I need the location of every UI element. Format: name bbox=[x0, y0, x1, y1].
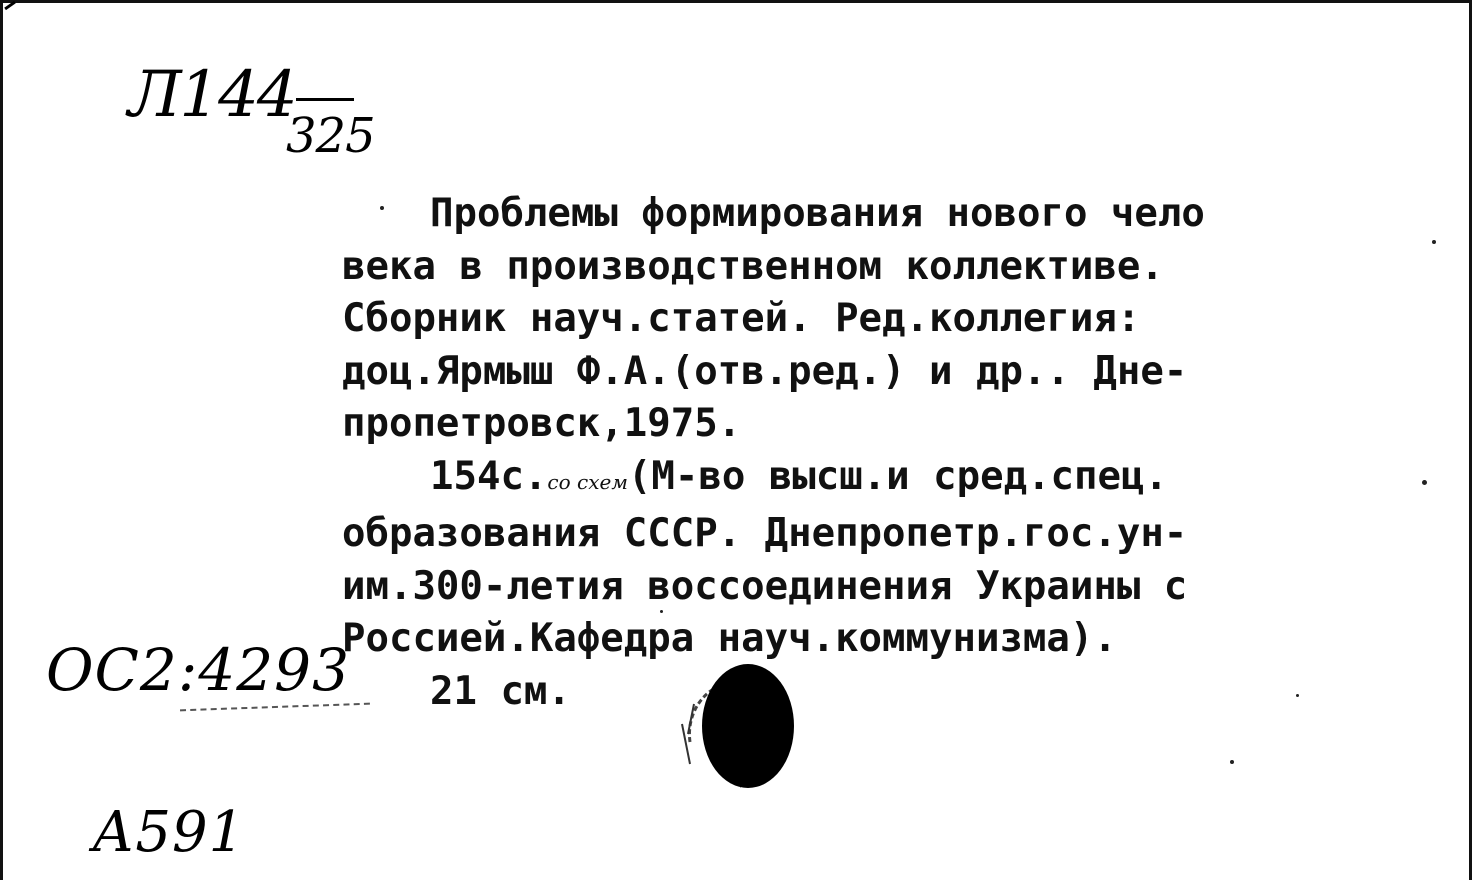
title-line-2: века в производственном коллективе. bbox=[342, 243, 1164, 289]
title-line-5: пропетровск,1975. bbox=[342, 401, 742, 446]
inventory-number: А591 bbox=[92, 800, 246, 865]
collation-note: со схем bbox=[547, 469, 628, 494]
speck bbox=[1432, 240, 1436, 244]
series-line-3: им.300-летия воссоединения Украины с bbox=[342, 563, 1188, 609]
stamp-blot bbox=[702, 664, 794, 788]
shelf-mark-sub: 325 bbox=[286, 108, 375, 164]
speck bbox=[1230, 760, 1234, 764]
card-edge-top bbox=[0, 0, 1472, 3]
series-line-4: Россией.Кафедра науч.коммунизма). bbox=[342, 616, 1117, 661]
speck bbox=[380, 206, 384, 210]
library-stamp bbox=[660, 664, 810, 804]
accession-number: ОС2:4293 bbox=[46, 636, 350, 704]
shelf-mark-main: Л144 bbox=[128, 58, 296, 132]
size-line: 21 см. bbox=[430, 668, 571, 714]
speck bbox=[1296, 694, 1299, 697]
speck bbox=[660, 610, 663, 613]
title-line-3: Сборник науч.статей. Ред.коллегия: bbox=[342, 296, 1141, 341]
collation-line bbox=[342, 451, 1442, 509]
series-line-2: образования СССР. Днепропетр.гос.ун- bbox=[342, 511, 1188, 556]
catalog-entry bbox=[342, 188, 1442, 718]
card-edge-left bbox=[0, 0, 3, 880]
title-line-4: доц.Ярмыш Ф.А.(отв.ред.) и др.. Дне- bbox=[342, 348, 1188, 394]
speck bbox=[1422, 480, 1427, 485]
collation-pages: 154с. bbox=[430, 453, 548, 499]
shelf-mark-bar bbox=[296, 98, 354, 101]
series-line-1: (М-во высш.и сред.спец. bbox=[627, 453, 1168, 499]
stamp-text-marks bbox=[682, 704, 694, 764]
title-line-1: Проблемы формирования нового чело bbox=[430, 191, 1205, 236]
